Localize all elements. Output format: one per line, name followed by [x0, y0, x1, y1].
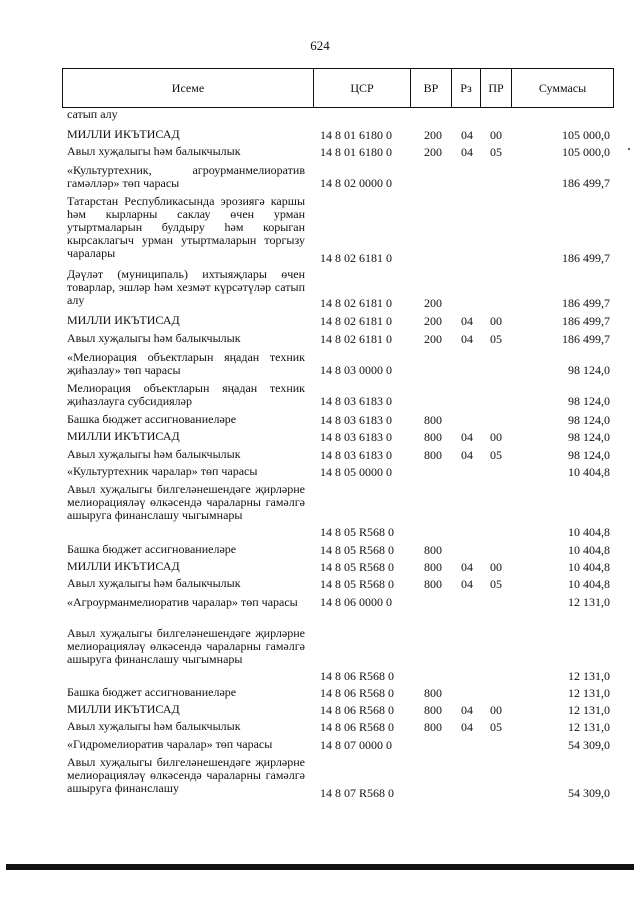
- header-pr: ПР: [488, 80, 504, 95]
- table-row: [0, 481, 640, 539]
- table-row: [0, 754, 640, 800]
- row-csr: 14 8 03 0000 0: [320, 363, 392, 377]
- row-name: Авыл хуҗалыгы һәм балыкчылык: [67, 144, 241, 158]
- row-sum: 10 404,8: [568, 465, 610, 479]
- table-row: [0, 193, 640, 265]
- page-number: 624: [310, 38, 330, 53]
- header-rz: Рз: [460, 80, 472, 95]
- row-sum: 98 124,0: [568, 430, 610, 444]
- row-vr: 800: [424, 560, 442, 574]
- row-name: МИЛЛИ ИКЪТИСАД: [67, 313, 180, 327]
- row-rz: 04: [461, 430, 473, 444]
- table-row: [0, 349, 640, 377]
- table-row: [0, 143, 640, 159]
- table-row: [0, 428, 640, 444]
- row-sum: 98 124,0: [568, 448, 610, 462]
- table-row: [0, 736, 640, 752]
- row-pr: 00: [490, 703, 502, 717]
- row-vr: 200: [424, 314, 442, 328]
- table-row: [0, 558, 640, 574]
- scan-edge-bar: [6, 864, 634, 870]
- table-row: [0, 126, 640, 142]
- row-sum: 10 404,8: [568, 525, 610, 539]
- row-csr: 14 8 05 R568 0: [320, 560, 395, 574]
- row-name: Татарстан Республикасында эрозиягә каршы һәм кырларны саклау өчен урман утыртмаларын булдыру һәм корыган кырсаклагыч урман утыртмаларын торгызу чаралары: [67, 194, 305, 260]
- row-name: Авыл хуҗалыгы һәм балыкчылык: [67, 719, 241, 733]
- row-name: Башка бюджет ассигнованиеләре: [67, 412, 237, 426]
- row-sum: 12 131,0: [568, 686, 610, 700]
- row-vr: 800: [424, 577, 442, 591]
- row-sum: 12 131,0: [568, 595, 610, 609]
- table-row: [0, 266, 640, 310]
- row-name: МИЛЛИ ИКЪТИСАД: [67, 702, 180, 716]
- header-vr: ВР: [423, 80, 439, 95]
- table-row: [0, 718, 640, 734]
- row-csr: 14 8 05 R568 0: [320, 543, 395, 557]
- table-row: [0, 541, 640, 557]
- row-name: МИЛЛИ ИКЪТИСАД: [67, 127, 180, 141]
- table-row: [0, 625, 640, 683]
- row-rz: 04: [461, 128, 473, 142]
- table-row: [0, 594, 640, 624]
- row-sum: 186 499,7: [562, 314, 610, 328]
- row-sum: 98 124,0: [568, 413, 610, 427]
- row-pr: 00: [490, 314, 502, 328]
- table-row: [0, 701, 640, 717]
- row-csr: 14 8 03 6183 0: [320, 413, 392, 427]
- row-vr: 800: [424, 413, 442, 427]
- row-pr: 05: [490, 332, 502, 346]
- row-sum: 105 000,0: [562, 145, 610, 159]
- row-rz: 04: [461, 577, 473, 591]
- row-sum: 10 404,8: [568, 560, 610, 574]
- row-name: «Мелиорация объектларын яңадан техник җиһазлау» төп чарасы: [67, 350, 305, 377]
- table-row: [0, 330, 640, 346]
- row-name: «Гидромелиоратив чаралар» төп чарасы: [67, 737, 273, 751]
- row-csr: 14 8 01 6180 0: [320, 145, 392, 159]
- row-sum: 186 499,7: [562, 296, 610, 310]
- header-sum-cell: [511, 68, 614, 108]
- row-csr: 14 8 02 0000 0: [320, 176, 392, 190]
- row-csr: 14 8 05 0000 0: [320, 465, 392, 479]
- row-csr: 14 8 03 6183 0: [320, 448, 392, 462]
- row-name: «Культуртехник чаралар» төп чарасы: [67, 464, 258, 478]
- row-vr: 200: [424, 332, 442, 346]
- row-name: «Агроурманмелиоратив чаралар» төп чарасы: [67, 595, 298, 609]
- row-csr: 14 8 05 R568 0: [320, 577, 395, 591]
- row-pr: 05: [490, 145, 502, 159]
- row-sum: 98 124,0: [568, 394, 610, 408]
- row-name: Авыл хуҗалыгы һәм балыкчылык: [67, 447, 241, 461]
- row-name: «Культуртехник, агроурманмелиоратив гамәлләр» төп чарасы: [67, 163, 305, 190]
- row-rz: 04: [461, 145, 473, 159]
- row-csr: 14 8 02 6181 0: [320, 296, 392, 310]
- table-row: [0, 575, 640, 591]
- header-csr-cell: [313, 68, 411, 108]
- table-row: [0, 411, 640, 427]
- row-rz: 04: [461, 448, 473, 462]
- table-row: [0, 108, 640, 122]
- table-row: [0, 380, 640, 408]
- row-rz: 04: [461, 720, 473, 734]
- header-pr-cell: [480, 68, 512, 108]
- row-name: Авыл хуҗалыгы һәм балыкчылык: [67, 331, 241, 345]
- row-csr: 14 8 06 0000 0: [320, 595, 392, 609]
- table-row: [0, 446, 640, 462]
- row-name: Башка бюджет ассигнованиеләре: [67, 685, 237, 699]
- row-sum: 10 404,8: [568, 577, 610, 591]
- header-vr-cell: [410, 68, 452, 108]
- row-vr: 800: [424, 720, 442, 734]
- row-sum: 186 499,7: [562, 332, 610, 346]
- row-name: Авыл хуҗалыгы билгеләнешендәге җирләрне мелиорацияләү өлкәсендә чараларны гамәлгә ашыруга финанслашу чыгымнары: [67, 626, 305, 666]
- row-csr: 14 8 03 6183 0: [320, 430, 392, 444]
- row-rz: 04: [461, 703, 473, 717]
- row-rz: 04: [461, 560, 473, 574]
- row-sum: 186 499,7: [562, 176, 610, 190]
- row-name: Башка бюджет ассигнованиеләре: [67, 542, 237, 556]
- row-sum: 12 131,0: [568, 669, 610, 683]
- row-pr: 05: [490, 577, 502, 591]
- row-csr: 14 8 03 6183 0: [320, 394, 392, 408]
- row-pr: 00: [490, 560, 502, 574]
- header-csr: ЦСР: [350, 80, 374, 95]
- header-name-cell: [62, 68, 314, 108]
- row-vr: 200: [424, 128, 442, 142]
- row-csr: 14 8 06 R568 0: [320, 686, 395, 700]
- row-name: МИЛЛИ ИКЪТИСАД: [67, 559, 180, 573]
- row-name: сатып алу: [67, 107, 118, 121]
- table-row: [0, 162, 640, 190]
- row-csr: 14 8 05 R568 0: [320, 525, 395, 539]
- row-csr: 14 8 01 6180 0: [320, 128, 392, 142]
- row-vr: 800: [424, 430, 442, 444]
- table-row: [0, 684, 640, 700]
- header-sum: Суммасы: [538, 80, 587, 95]
- row-csr: 14 8 02 6181 0: [320, 314, 392, 328]
- header-rz-cell: [451, 68, 481, 108]
- row-sum: 98 124,0: [568, 363, 610, 377]
- row-sum: 10 404,8: [568, 543, 610, 557]
- row-csr: 14 8 06 R568 0: [320, 669, 395, 683]
- row-name: Авыл хуҗалыгы һәм балыкчылык: [67, 576, 241, 590]
- row-vr: 800: [424, 703, 442, 717]
- row-pr: 05: [490, 720, 502, 734]
- row-pr: 05: [490, 448, 502, 462]
- row-name: Мелиорация объектларын яңадан техник җиһазлауга субсидияләр: [67, 381, 305, 408]
- row-sum: 12 131,0: [568, 703, 610, 717]
- row-csr: 14 8 02 6181 0: [320, 251, 392, 265]
- row-vr: 200: [424, 296, 442, 310]
- row-sum: 105 000,0: [562, 128, 610, 142]
- scan-speck: [628, 148, 630, 150]
- row-csr: 14 8 07 0000 0: [320, 738, 392, 752]
- row-csr: 14 8 06 R568 0: [320, 703, 395, 717]
- row-sum: 186 499,7: [562, 251, 610, 265]
- row-sum: 54 309,0: [568, 738, 610, 752]
- row-vr: 800: [424, 448, 442, 462]
- row-rz: 04: [461, 314, 473, 328]
- row-csr: 14 8 06 R568 0: [320, 720, 395, 734]
- row-name: Авыл хуҗалыгы билгеләнешендәге җирләрне мелиорацияләү өлкәсендә чараларны гамәлгә ашыруга финанслашу: [67, 755, 305, 795]
- table-row: [0, 312, 640, 328]
- row-vr: 800: [424, 543, 442, 557]
- row-name: МИЛЛИ ИКЪТИСАД: [67, 429, 180, 443]
- row-pr: 00: [490, 128, 502, 142]
- header-name: Исеме: [171, 80, 205, 95]
- row-pr: 00: [490, 430, 502, 444]
- row-csr: 14 8 07 R568 0: [320, 786, 395, 800]
- table-row: [0, 463, 640, 479]
- row-vr: 200: [424, 145, 442, 159]
- row-sum: 54 309,0: [568, 786, 610, 800]
- row-rz: 04: [461, 332, 473, 346]
- row-name: Авыл хуҗалыгы билгеләнешендәге җирләрне мелиорацияләү өлкәсендә чараларны гамәлгә ашыруга финанслашу чыгымнары: [67, 482, 305, 522]
- row-csr: 14 8 02 6181 0: [320, 332, 392, 346]
- row-vr: 800: [424, 686, 442, 700]
- row-sum: 12 131,0: [568, 720, 610, 734]
- row-name: Дәүләт (муниципаль) ихтыяҗлары өчен товарлар, эшләр һәм хезмәт күрсәтүләр сатып алу: [67, 267, 305, 307]
